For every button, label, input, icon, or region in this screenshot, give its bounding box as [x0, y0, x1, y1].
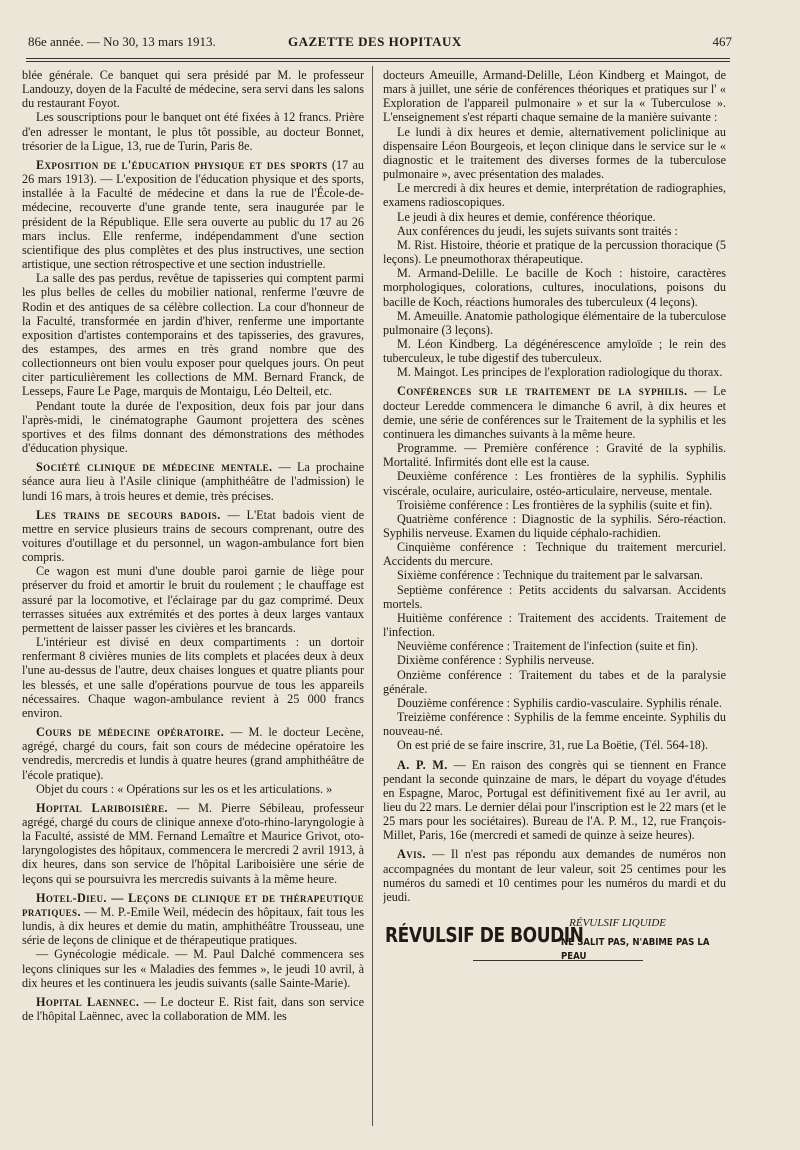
paragraph: Dixième conférence : Syphilis nerveuse.: [397, 653, 595, 668]
paragraph: Cinquième conférence : Technique du traitement mercuriel. Accidents du mercure.: [383, 540, 726, 569]
news-item: [22, 801, 364, 886]
news-item-body: (17 au 26 mars 1913). — L'exposition de l'éducation physique et des sports, installée à la Faculté de médecine et dans la rue de l'École-de-médecine, recouverte d'une grande tente, sera inaugurée par le président de la République. Elle sera ouverte au public du 17 au 26 mars inclus. Elle renferme, indépendamment d'une section scientifique des plus complètes et des plus instructives, une section artistique, une section rétrospective et une section industrielle.: [22, 157, 364, 272]
advertisement: [383, 916, 726, 966]
paragraph: Huitième conférence : Traitement des accidents. Traitement de l'infection.: [383, 610, 726, 640]
news-item-heading: Hopital Lariboisière.: [36, 800, 168, 815]
news-item-body: — M. Pierre Sébileau, professeur agrégé, chargé du cours de clinique annexe d'oto-rhino-laryngologie à la Faculté, assisté de MM. Fernand Lemaître et Maurice Grivot, oto-laryngologistes des hôpitaux, commencera le mercredi 2 avril 1913, à dix heures, dans son service de l'hôpital Lariboisière une série de leçons qui se poursuivra les mercredis suivants à la même heure.: [22, 800, 364, 886]
news-item: [22, 158, 364, 271]
paragraph: Le jeudi à dix heures et demie, conférence théorique.: [397, 209, 656, 224]
news-item-heading: Hopital Laennec.: [36, 994, 140, 1009]
news-item-heading: Conférences sur le traitement de la syphilis.: [397, 384, 688, 399]
paragraph: M. Rist. Histoire, théorie et pratique de la percussion thoracique (5 leçons). Le pneumothorax thérapeutique.: [383, 237, 726, 267]
ad-rule: [473, 960, 643, 961]
left-column: [22, 68, 364, 1120]
paragraph: Les souscriptions pour le banquet ont été fixées à 12 francs. Prière d'en adresser le montant, le plus tôt possible, au docteur Bonnet, trésorier de la Ligue, 13, rue de Turin, Paris 8e.: [22, 110, 364, 153]
column-divider: [372, 66, 373, 1126]
news-item-body: — Le docteur E. Rist fait, dans son service de l'hôpital Laënnec, avec la collaboration de MM. les: [22, 994, 364, 1023]
paragraph: Onzième conférence : Traitement du tabes et de la paralysie générale.: [383, 667, 726, 696]
news-item: [22, 460, 364, 502]
page-header: [28, 34, 732, 54]
paragraph: M. Armand-Delille. Le bacille de Koch : histoire, caractères morphologiques, colorations, cultures, inoculations, poisons du bacille de Koch, réactions humorales des tuberculeux (4 leçons).: [383, 266, 726, 309]
paragraph: Treizième conférence : Syphilis de la femme enceinte. Syphilis du nouveau-né.: [383, 710, 726, 739]
news-item-heading: Société clinique de médecine mentale.: [36, 460, 273, 475]
paragraph: Neuvième conférence : Traitement de l'infection (suite et fin).: [397, 639, 699, 654]
paragraph: L'intérieur est divisé en deux compartiments : un dortoir renfermant 8 civières munies de lits complets et placées deux à deux l'une au-dessus de l'autre, deux chaises longues et quatre pliants pour les blessés, et une salle d'opérations pourvue de tous les appareils nécessaires. Chaque wagon-ambulance revient à 25 000 francs environ.: [22, 635, 364, 720]
paragraph: M. Léon Kindberg. La dégénérescence amyloïde ; le rein des tuberculeux, le tube digestif des tuberculeux.: [383, 336, 726, 366]
news-item-heading: Hotel-Dieu. — Leçons de clinique et de thérapeutique pratiques.: [22, 890, 364, 919]
paragraph: Troisième conférence : Les frontières de la syphilis (suite et fin).: [397, 497, 713, 512]
news-item-heading: Exposition de l'éducation physique et des sports: [36, 157, 328, 172]
ad-title: RÉVULSIF DE BOUDIN: [385, 923, 584, 948]
paragraph: Ce wagon est muni d'une double paroi garnie de liège pour préserver du froid et amortir le bruit du roulement ; le chauffage est assuré par la locomotive, et l'éclairage par du gaz comprimé. Deux terrasses situées aux extrémités et des portes à deux larges vantaux permettent de laisser passer les civières et les brancards.: [22, 564, 364, 635]
ad-tagline: NE SALIT PAS, N'ABIME PAS LA PEAU: [561, 937, 710, 963]
paragraph: — Gynécologie médicale. — M. Paul Dalché commencera ses leçons cliniques sur les « Maladies des femmes », le jeudi 10 avril, à dix heures et les continuera les jeudis suivants (salle Sainte-Marie).: [22, 947, 364, 990]
header-rule: [26, 58, 730, 59]
paragraph: La salle des pas perdus, revêtue de tapisseries qui comptent parmi les plus belles de celles du mobilier national, renferme l'œuvre de Rodin et des antiques de sa célèbre collection. La cour d'honneur de la Faculté, transformée en jardin d'hiver, renferme une importante exposition d'artistes contemporains et des tapisseries, des gravures, des estampes, des armes en très grand nombre que des collectionneurs ont bien voulu exposer pour quelques jours. On peut citer particulièrement les collections de MM. Bernard Franck, de Lesseps, Faure Le Page, marquis de Montaigu, Léo Delteil, etc.: [22, 271, 364, 399]
news-item: [383, 847, 726, 904]
news-item-body: — M. P.-Emile Weil, médecin des hôpitaux, fait tous les lundis, à dix heures et demie du matin, amphithéâtre Trousseau, une série de leçons de clinique et de thérapeutique pratiques.: [22, 904, 364, 948]
paragraph: Objet du cours : « Opérations sur les os et les articulations. »: [36, 781, 333, 796]
news-item: [383, 758, 726, 843]
news-item-heading: Cours de médecine opératoire.: [36, 725, 225, 740]
news-item-heading: A. P. M.: [397, 757, 448, 772]
paragraph: Aux conférences du jeudi, les sujets suivants sont traités :: [397, 223, 678, 238]
issue-info: 86e année. — No 30, 13 mars 1913.: [28, 34, 216, 49]
paragraph: On est prié de se faire inscrire, 31, rue La Boëtie, (Tél. 564-18).: [397, 738, 709, 753]
news-item: [383, 384, 726, 441]
news-item-body: — Il n'est pas répondu aux demandes de numéros non accompagnées du montant de leur valeur, soit 25 centimes pour les numéros du samedi et 10 centimes pour les numéros du mardi et du jeudi.: [383, 847, 726, 904]
paragraph: Sixième conférence : Technique du traitement par le salvarsan.: [397, 568, 703, 583]
news-item-heading: Les trains de secours badois.: [36, 507, 221, 522]
news-item: [22, 891, 364, 948]
paragraph: M. Ameuille. Anatomie pathologique élémentaire de la tuberculose pulmonaire (3 leçons).: [383, 308, 726, 337]
news-item: [22, 508, 364, 565]
news-item-body: — En raison des congrès qui se tiennent en France pendant la seconde quinzaine de mars, le départ du voyage d'études en Espagne, Maroc, Portugal est définitivement fixé au 1er avril, au lieu du 22 mars. Le dernier délai pour l'inscription est le 22 mars (et le 25 mars pour les sociétaires). Bureau de l'A. P. M., 12, rue François-Millet, Paris, 16e (mercredi et samedi de quinze à seize heures).: [383, 757, 726, 843]
news-item: [22, 995, 364, 1023]
publication-title: GAZETTE DES HOPITAUX: [288, 34, 462, 49]
paragraph: Programme. — Première conférence : Gravité de la syphilis. Mortalité. Infirmités dont elle est la cause.: [383, 441, 726, 470]
news-item: [22, 725, 364, 782]
paragraph: docteurs Ameuille, Armand-Delille, Léon Kindberg et Maingot, de mars à juillet, une série de conférences théoriques et pratiques sur l' « Exploration de l'appareil pulmonaire » et sur la « Tuberculose ». L'enseignement s'est réparti chaque semaine de la manière suivante :: [383, 68, 726, 125]
paragraph: Quatrième conférence : Diagnostic de la syphilis. Séro-réaction. Syphilis nerveuse. Examen du liquide céphalo-rachidien.: [383, 511, 726, 540]
right-column: [383, 68, 726, 1120]
page-number: 467: [712, 34, 732, 49]
paragraph: Douzième conférence : Syphilis cardio-vasculaire. Syphilis rénale.: [397, 695, 722, 710]
news-item-heading: Avis.: [397, 847, 426, 862]
paragraph: Le lundi à dix heures et demie, alternativement policlinique au dispensaire Léon Bourgeois, et leçon clinique dans le service sur le « diagnostic et le traitement des diverses formes de la tuberculose pulmonaire », avec présentation des malades.: [383, 124, 726, 182]
header-rule-double: [26, 61, 730, 62]
paragraph: Le mercredi à dix heures et demie, interprétation de radiographies, examens radioscopiques.: [383, 181, 726, 210]
news-item-body: — M. le docteur Lecène, agrégé, chargé du cours, fait son cours de médecine opératoire les vendredis, mercredis et lundis à quatre heures (grand amphithéâtre de l'école pratique).: [22, 725, 364, 782]
news-item-body: — L'Etat badois vient de mettre en service plusieurs trains de secours comprenant, outre des voitures d'outillage et du personnel, un wagon-ambulance fort bien compris.: [22, 507, 364, 565]
paragraph: Pendant toute la durée de l'exposition, deux fois par jour dans l'après-midi, le cinématographe Gaumont projettera des scènes sportives et des films donnant des démonstrations des méthodes d'éducation physique.: [22, 398, 364, 456]
paragraph: blée générale. Ce banquet qui sera présidé par M. le professeur Landouzy, doyen de la Faculté de médecine, sera servi dans les salons du restaurant Foyot.: [22, 68, 364, 111]
news-item-body: — Le docteur Leredde commencera le dimanche 6 avril, à dix heures et demie, une série de conférences sur le Traitement de la syphilis et les continuera les dimanches suivants à la même heure.: [383, 384, 726, 441]
paragraph: Septième conférence : Petits accidents du salvarsan. Accidents mortels.: [383, 582, 726, 611]
paragraph: Deuxième conférence : Les frontières de la syphilis. Syphilis viscérale, oculaire, auriculaire, ostéo-articulaire, nerveuse, mentale.: [383, 469, 726, 498]
news-item-body: — La prochaine séance aura lieu à l'Asile clinique (amphithéâtre de l'admission) le lundi 16 mars, à trois heures et demie, très précises.: [22, 460, 364, 503]
ad-subtitle: RÉVULSIF LIQUIDE: [569, 917, 666, 930]
paragraph: M. Maingot. Les principes de l'exploration radiologique du thorax.: [397, 365, 723, 380]
